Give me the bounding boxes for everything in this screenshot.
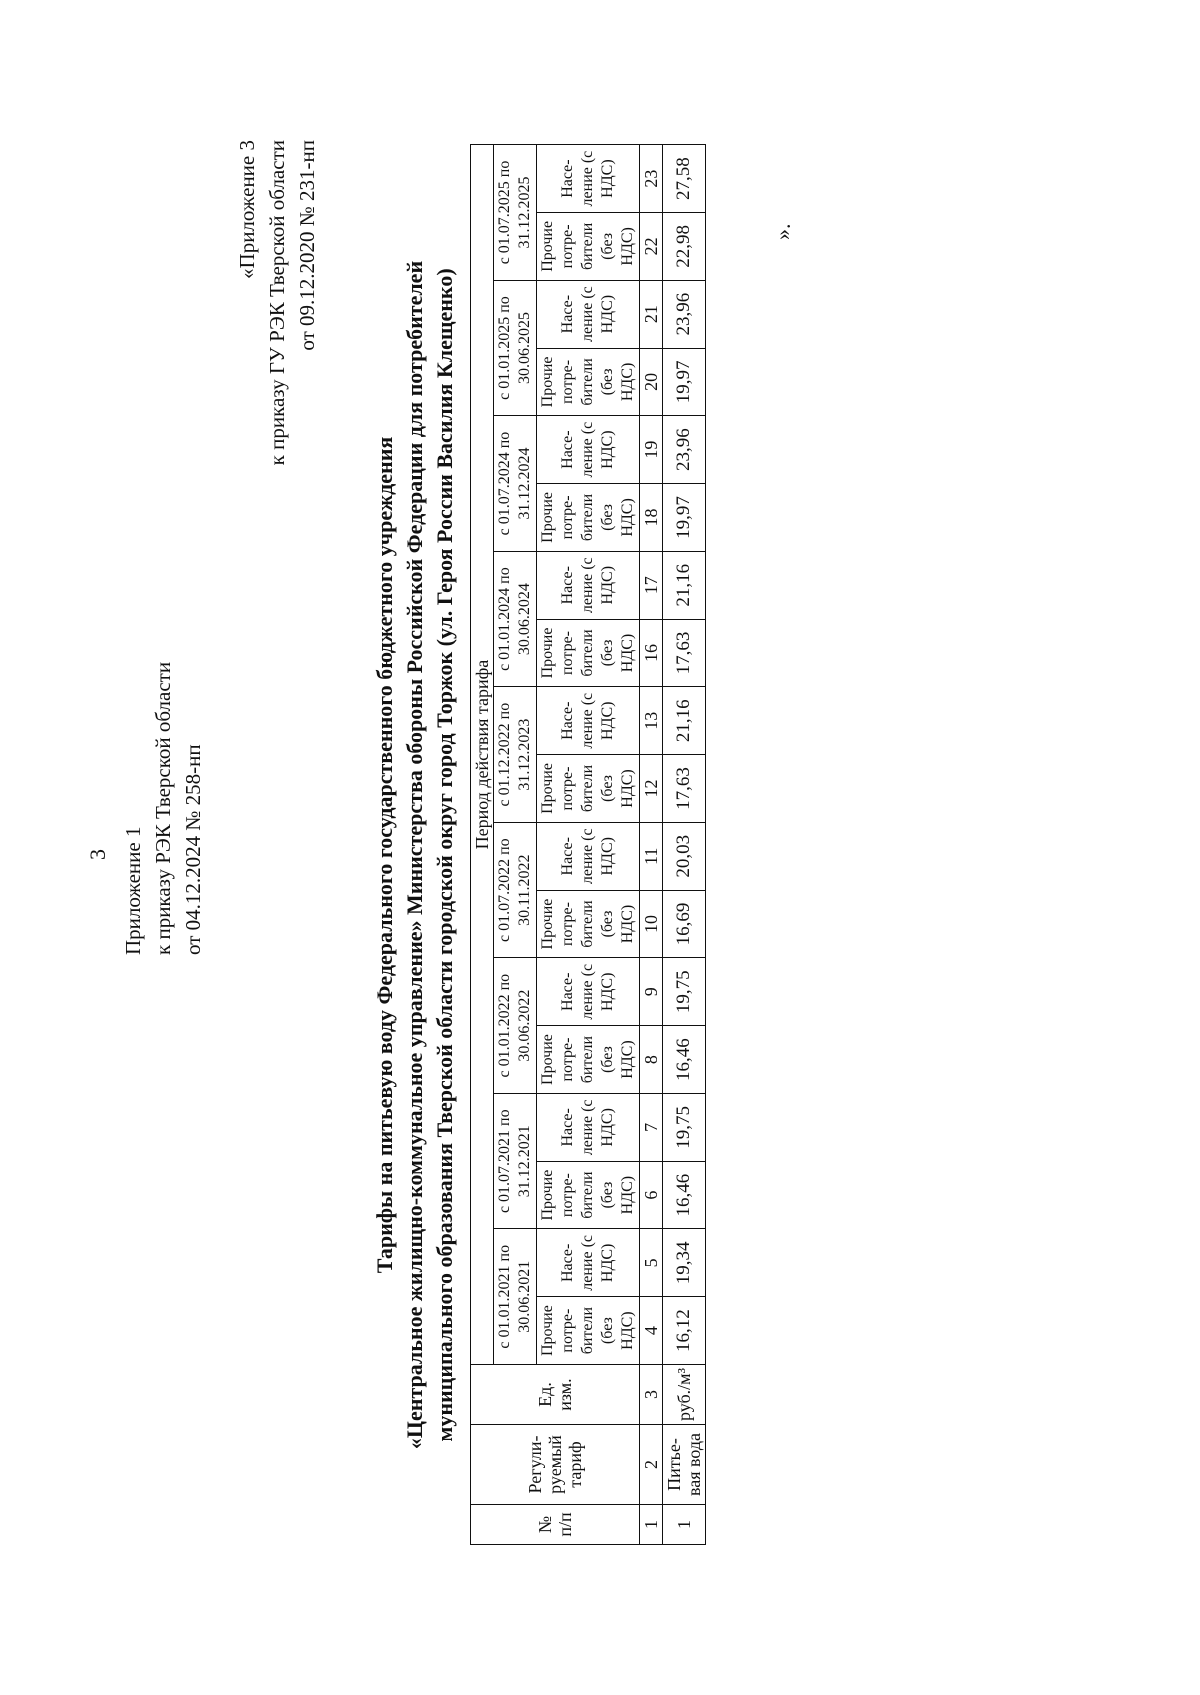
value-cell: 16,69 <box>663 890 706 958</box>
index-cell: 8 <box>640 1026 663 1094</box>
value-cell: 19,75 <box>663 958 706 1026</box>
index-cell: 7 <box>640 1093 663 1161</box>
index-cell: 6 <box>640 1161 663 1229</box>
row-unit: руб./м³ <box>663 1365 706 1425</box>
value-cell: 23,96 <box>663 280 706 348</box>
title-line: Тарифы на питьевую воду Федерального государственного бюджетного учреждения <box>372 436 397 1274</box>
tariff-table <box>470 144 706 1545</box>
value-cell: 19,75 <box>663 1093 706 1161</box>
period-cell: с 01.12.2022 по 31.12.2023 <box>494 687 537 823</box>
sub-header-other: Прочие потре-бители (без НДС) <box>537 619 640 687</box>
sub-header-other: Прочие потре-бители (без НДС) <box>537 755 640 823</box>
index-cell: 20 <box>640 348 663 416</box>
value-cell: 17,63 <box>663 755 706 823</box>
index-cell: 21 <box>640 280 663 348</box>
sub-header-other: Прочие потре-бители (без НДС) <box>537 1026 640 1094</box>
closing-mark: ». <box>770 223 795 240</box>
value-cell: 19,34 <box>663 1229 706 1297</box>
page-number: 3 <box>85 849 110 860</box>
index-cell: 12 <box>640 755 663 823</box>
period-header: Период действия тарифа <box>471 145 494 1365</box>
period-cell: с 01.07.2022 по 30.11.2022 <box>494 822 537 958</box>
sub-header-population: Насе-ление (с НДС) <box>537 1229 640 1297</box>
value-cell: 16,46 <box>663 1026 706 1094</box>
index-row <box>640 145 663 1545</box>
index-cell: 9 <box>640 958 663 1026</box>
period-cell: с 01.01.2025 по 30.06.2025 <box>494 280 537 416</box>
title-line: муниципального образования Тверской области городской округ город Торжок (ул. Героя России Василия Клещенко) <box>432 268 457 1442</box>
period-cell: с 01.07.2021 по 31.12.2021 <box>494 1093 537 1229</box>
index-cell: 3 <box>640 1365 663 1425</box>
index-cell: 17 <box>640 551 663 619</box>
attachment-3-reference <box>232 140 322 840</box>
sub-header-population: Насе-ление (с НДС) <box>537 958 640 1026</box>
col-no-header: № п/п <box>471 1505 640 1545</box>
index-cell: 16 <box>640 619 663 687</box>
attachment-3-line: от 09.12.2020 № 231-нп <box>295 140 319 351</box>
sub-header-population: Насе-ление (с НДС) <box>537 687 640 755</box>
index-cell: 22 <box>640 212 663 280</box>
row-tariff: Питье-вая вода <box>663 1425 706 1505</box>
index-cell: 2 <box>640 1425 663 1505</box>
title-line: «Центральное жилищно-коммунальное управление» Министерства обороны Российской Федерации для потребителей <box>402 260 427 1450</box>
index-cell: 23 <box>640 145 663 213</box>
period-cell: с 01.01.2022 по 30.06.2022 <box>494 958 537 1094</box>
sub-header-population: Насе-ление (с НДС) <box>537 280 640 348</box>
period-row <box>494 145 537 1545</box>
attachment-1-line: к приказу РЭК Тверской области <box>151 661 175 955</box>
table-row <box>663 145 706 1545</box>
period-cell: с 01.01.2021 по 30.06.2021 <box>494 1229 537 1365</box>
sub-header-population: Насе-ление (с НДС) <box>537 1093 640 1161</box>
value-cell: 16,46 <box>663 1161 706 1229</box>
attachment-1-line: от 04.12.2024 № 258-нп <box>181 744 205 955</box>
value-cell: 17,63 <box>663 619 706 687</box>
value-cell: 19,97 <box>663 348 706 416</box>
period-cell: с 01.07.2025 по 31.12.2025 <box>494 145 537 281</box>
index-cell: 11 <box>640 822 663 890</box>
sub-header-other: Прочие потре-бители (без НДС) <box>537 348 640 416</box>
value-cell: 21,16 <box>663 687 706 755</box>
sub-header-other: Прочие потре-бители (без НДС) <box>537 1161 640 1229</box>
col-unit-header: Ед. изм. <box>471 1365 640 1425</box>
index-cell: 1 <box>640 1505 663 1545</box>
row-no: 1 <box>663 1505 706 1545</box>
attachment-3-line: «Приложение 3 <box>235 140 259 279</box>
sub-header-other: Прочие потре-бители (без НДС) <box>537 890 640 958</box>
value-cell: 27,58 <box>663 145 706 213</box>
index-cell: 5 <box>640 1229 663 1297</box>
sub-header-other: Прочие потре-бители (без НДС) <box>537 1297 640 1365</box>
index-cell: 10 <box>640 890 663 958</box>
sub-header-other: Прочие потре-бители (без НДС) <box>537 484 640 552</box>
value-cell: 23,96 <box>663 416 706 484</box>
value-cell: 20,03 <box>663 822 706 890</box>
period-cell: с 01.07.2024 по 31.12.2024 <box>494 416 537 552</box>
value-cell: 22,98 <box>663 212 706 280</box>
sub-header-population: Насе-ление (с НДС) <box>537 822 640 890</box>
value-cell: 21,16 <box>663 551 706 619</box>
sub-header-population: Насе-ление (с НДС) <box>537 551 640 619</box>
attachment-1-line: Приложение 1 <box>121 826 145 955</box>
sub-header-population: Насе-ление (с НДС) <box>537 416 640 484</box>
index-cell: 19 <box>640 416 663 484</box>
value-cell: 19,97 <box>663 484 706 552</box>
attachment-1-reference <box>118 315 208 955</box>
index-cell: 4 <box>640 1297 663 1365</box>
index-cell: 13 <box>640 687 663 755</box>
value-cell: 16,12 <box>663 1297 706 1365</box>
sub-header-row <box>537 145 640 1545</box>
header-row-1 <box>471 145 494 1545</box>
sub-header-population: Насе-ление (с НДС) <box>537 145 640 213</box>
document-title <box>370 135 460 1575</box>
period-cell: с 01.01.2024 по 30.06.2024 <box>494 551 537 687</box>
index-cell: 18 <box>640 484 663 552</box>
col-tariff-header: Регули-руемый тариф <box>471 1425 640 1505</box>
sub-header-other: Прочие потре-бители (без НДС) <box>537 212 640 280</box>
attachment-3-line: к приказу ГУ РЭК Тверской области <box>265 140 289 466</box>
